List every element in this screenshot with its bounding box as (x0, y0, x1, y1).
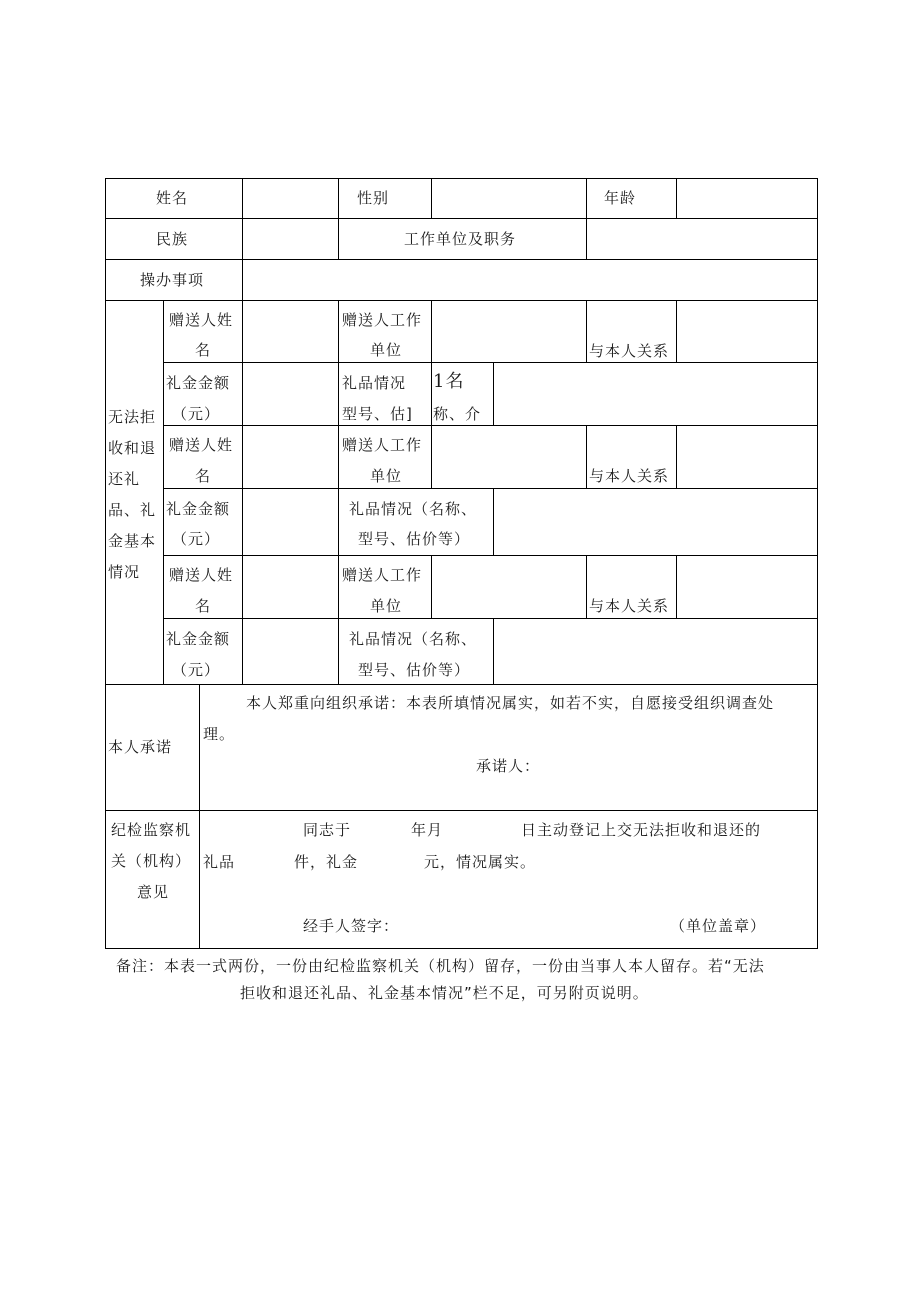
name-label: 姓名 (156, 189, 189, 207)
opinion-confirm: 元，情况属实。 (424, 853, 537, 871)
gift-label: 型号、估价等） (358, 661, 471, 679)
giver-unit-field[interactable] (432, 426, 586, 488)
giver-name-field[interactable] (243, 301, 338, 362)
giver-name-label: 赠送人姓 (169, 311, 234, 329)
gift-label: 1名 (433, 371, 465, 392)
money-label: 礼金金额 (166, 500, 231, 518)
gift-field[interactable] (494, 619, 817, 684)
giver-name-label: 名 (195, 467, 212, 485)
gift-label: 称、介 (433, 405, 482, 423)
opinion-money: 件，礼金 (294, 853, 359, 871)
work-unit-label: 工作单位及职务 (404, 230, 517, 248)
footnote: 拒收和退还礼品、礼金基本情况”栏不足，可另附页说明。 (240, 984, 649, 1002)
pledge-label: 本人承诺 (108, 738, 173, 756)
opinion-day-text: 日主动登记上交无法拒收和退还的 (521, 821, 762, 839)
relation-label: 与本人关系 (589, 467, 670, 485)
opinion-label: 纪检监察机 (111, 821, 192, 839)
handler-signature-label: 经手人签字： (303, 917, 400, 935)
ethnicity-field[interactable] (243, 219, 338, 259)
opinion-label: 关（机构） (111, 852, 192, 870)
giver-name-field[interactable] (243, 426, 338, 488)
relation-field[interactable] (677, 301, 817, 362)
money-label: 礼金金额 (166, 630, 231, 648)
pledge-text: 本人郑重向组织承诺：本表所填情况属实，如若不实，自愿接受组织调查处 (246, 694, 775, 712)
relation-label: 与本人关系 (589, 597, 670, 615)
giver-unit-label: 单位 (370, 467, 403, 485)
opinion-gift-count: 礼品 (203, 853, 236, 871)
giver-name-label: 赠送人姓 (169, 566, 234, 584)
ethnicity-label: 民族 (156, 230, 189, 248)
giver-unit-label: 赠送人工作 (342, 311, 423, 329)
gift-label: 型号、估价等） (358, 530, 471, 548)
money-label: 礼金金额 (166, 374, 231, 392)
giver-unit-label: 单位 (370, 597, 403, 615)
work-unit-field[interactable] (587, 219, 817, 259)
relation-field[interactable] (677, 556, 817, 618)
opinion-year-month: 年月 (411, 821, 444, 839)
giver-unit-field[interactable] (432, 556, 586, 618)
relation-field[interactable] (677, 426, 817, 488)
money-field[interactable] (243, 363, 338, 425)
name-field[interactable] (243, 179, 338, 218)
money-label: （元） (172, 530, 221, 548)
opinion-comrade: 同志于 (303, 821, 352, 839)
money-field[interactable] (243, 489, 338, 555)
pledge-text: 理。 (203, 725, 236, 743)
gender-label: 性别 (357, 189, 390, 207)
footnote: 备注：本表一式两份，一份由纪检监察机关（机构）留存，一份由当事人本人留存。若“无法 (116, 957, 765, 975)
money-label: （元） (172, 405, 221, 423)
unit-seal-label: （单位盖章） (670, 917, 767, 935)
giver-unit-label: 单位 (370, 341, 403, 359)
giver-name-label: 名 (195, 597, 212, 615)
age-label: 年龄 (604, 189, 637, 207)
handler-signature-field[interactable] (400, 910, 600, 940)
opinion-label: 意见 (137, 883, 170, 901)
relation-label: 与本人关系 (589, 342, 670, 360)
giver-unit-label: 赠送人工作 (342, 436, 423, 454)
pledger-label: 承诺人： (476, 757, 541, 775)
age-field[interactable] (677, 179, 817, 218)
event-field[interactable] (243, 260, 817, 300)
giver-unit-label: 赠送人工作 (342, 566, 423, 584)
giver-name-field[interactable] (243, 556, 338, 618)
pledger-signature-field[interactable] (546, 750, 726, 780)
giver-unit-field[interactable] (432, 301, 586, 362)
gift-label: 礼品情况 (342, 374, 407, 392)
giver-name-label: 名 (195, 341, 212, 359)
gift-label: 型号、估] (342, 405, 413, 423)
gift-label: 礼品情况（名称、 (349, 630, 478, 648)
gift-field[interactable] (494, 363, 817, 425)
gift-label: 礼品情况（名称、 (349, 500, 478, 518)
gift-field[interactable] (494, 489, 817, 555)
money-field[interactable] (243, 619, 338, 684)
money-label: （元） (172, 661, 221, 679)
gender-field[interactable] (432, 179, 586, 218)
giver-name-label: 赠送人姓 (169, 436, 234, 454)
event-label: 操办事项 (140, 271, 205, 289)
